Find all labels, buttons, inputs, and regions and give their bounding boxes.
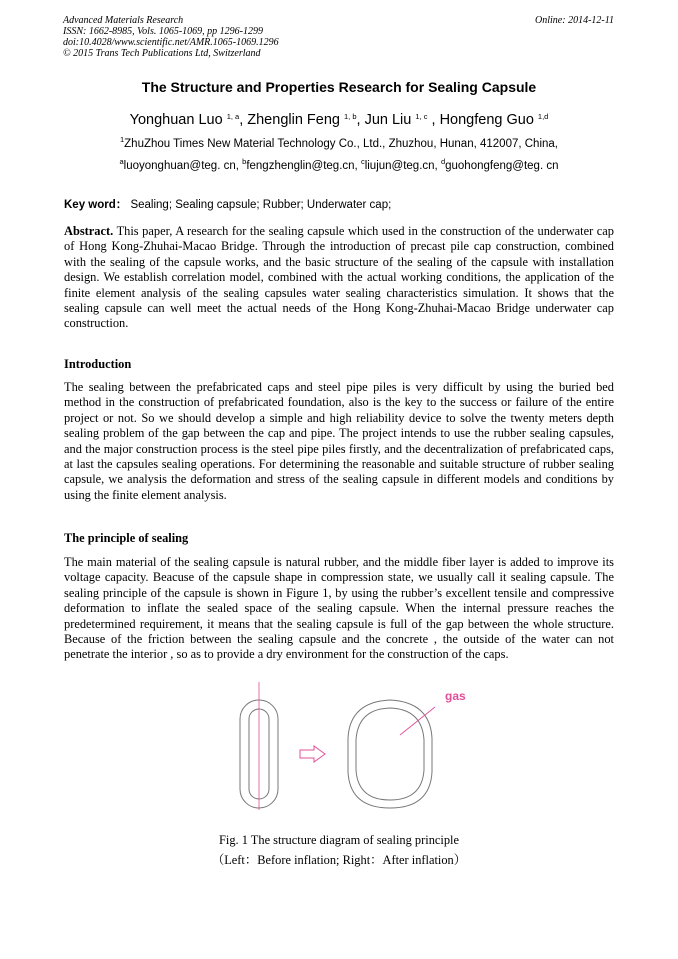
- email-address: luoyonghuan@teg. cn,: [123, 160, 239, 172]
- keywords: [64, 196, 391, 212]
- affiliation: [0, 135, 678, 150]
- email-address: guohongfeng@teg. cn: [445, 160, 559, 172]
- inflation-arrow-icon: [300, 746, 325, 762]
- capsule-after-outer: [348, 700, 432, 808]
- introduction-text: The sealing between the prefabricated caps and steel pipe piles is very difficult by using the buried bed method in the construction of prefabricated foundation, also is the key to the success or failure of the entire project or not. So we should develop a simple and high reliability device to solve the twenty meters depth sealing problem of the gap between the cap and pipe. The project intends to use the rubber sealing capsules, and the major construction process is the steel pipe piles firstly, and the decentralization of prefabricated caps, at last the capsules sealing operations. For determining the reasonable and suitable structure of rubber sealing capsule, we analysis the deformation and stress of the sealing capsule in different models and conditions by using the finite element analysis.: [64, 380, 614, 502]
- email-address: liujun@teg.cn,: [364, 160, 438, 172]
- email-sup: c: [360, 157, 365, 166]
- abstract-label: Abstract.: [64, 224, 114, 238]
- capsule-after-inner: [356, 708, 424, 800]
- copyright-line: © 2015 Trans Tech Publications Ltd, Switzerland: [63, 48, 261, 59]
- journal-name: Advanced Materials Research: [63, 15, 184, 26]
- figure-subcaption: （Left：Before inflation; Right：After inflation）: [211, 853, 467, 867]
- email-list: [0, 157, 678, 172]
- author-sup: 1, c: [415, 112, 428, 121]
- keyword-list: Sealing; Sealing capsule; Rubber; Underwater cap;: [130, 199, 392, 211]
- online-date: Online: 2014-12-11: [535, 15, 614, 26]
- figure-caption: Fig. 1 The structure diagram of sealing principle: [219, 833, 459, 847]
- email-address: fengzhenglin@teg.cn,: [246, 160, 358, 172]
- publication-info: [63, 15, 279, 59]
- author-list: Yonghuan Luo $^{1, a}$, Zhenglin Feng $^{1, b}$, Jun Liu $^{1, c}$ , Hongfeng Guo $^{1,d}$: [129, 112, 549, 128]
- author-name: Yonghuan Luo: [129, 112, 223, 128]
- gas-label: gas: [445, 689, 466, 703]
- author-name: Hongfeng Guo: [439, 112, 534, 128]
- email-sup: a: [119, 157, 124, 166]
- section-heading-introduction: Introduction: [64, 357, 132, 371]
- author-sup: 1,d: [537, 112, 549, 121]
- paper-title: The Structure and Properties Research for Sealing Capsule: [141, 79, 537, 95]
- abstract: [64, 224, 614, 332]
- affiliation-text: ZhuZhou Times New Material Technology Co., Ltd., Zhuzhou, Hunan, 412007, China,: [124, 138, 558, 150]
- affiliation-sup: 1: [119, 135, 125, 144]
- author-name: Jun Liu: [364, 112, 412, 128]
- abstract-text: This paper, A research for the sealing capsule which used in the construction of the underwater cap of Hong Kong-Zhuhai-Macao Bridge. Through the introduction of precast pile cap construction, combined with the sealing of the capsule works, and the basic structure of the sealing of the capsule with installation design. We establish correlation model, combined with the actual working conditions, the application of the finite element analysis of the sealing capsules water sealing characteristics simulation. It shows that the sealing capsule can well meet the actual needs of the Hong Kong-Zhuhai-Macao Bridge underwater cap construction.: [64, 224, 615, 331]
- section-heading-principle: The principle of sealing: [64, 531, 189, 545]
- principle-text: The main material of the sealing capsule is natural rubber, and the middle fiber layer is added to improve its voltage capacity. Beacuse of the capsule shape in compression state, we usually call it sealing capsule. The sealing principle of the capsule is shown in Figure 1, by using the rubber’s excellent tensile and compressive deformation to inflate the sealed space of the sealing capsule. When the internal pressure reaches the predetermined requirement, it means that the sealing capsule is full of the gap between the whole structure. Because of the friction between the sealing capsule and the concrete , the outside of the water can not penetrate the interior , so as to provide a dry environment for the construction of the caps.: [64, 555, 614, 662]
- doi-line: doi:10.4028/www.scientific.net/AMR.1065-1069.1296: [63, 37, 279, 48]
- keyword-label: Key word：: [64, 199, 128, 211]
- author-sup: 1, b: [344, 112, 357, 121]
- email-sup: d: [440, 157, 446, 166]
- author-sup: 1, a: [226, 112, 240, 121]
- sealing-principle-figure: [230, 680, 490, 810]
- email-sup: b: [242, 157, 247, 166]
- issn-line: ISSN: 1662-8985, Vols. 1065-1069, pp 1296-1299: [63, 26, 263, 37]
- author-name: Zhenglin Feng: [247, 112, 340, 128]
